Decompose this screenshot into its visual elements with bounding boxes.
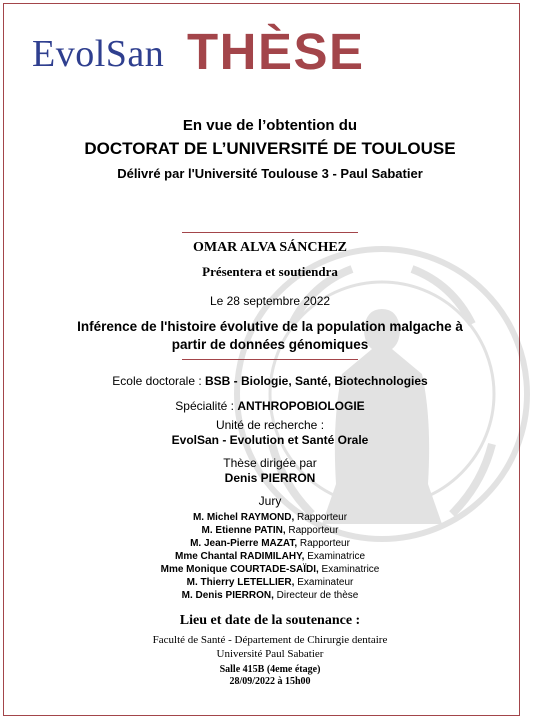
jury-member-name: Mme Chantal RADIMILAHY, xyxy=(174,551,305,562)
jury-member-role: Rapporteur xyxy=(297,538,350,549)
jury-member xyxy=(0,511,540,524)
research-unit-label: Unité de recherche : xyxy=(215,418,325,432)
director-name: Denis PIERRON xyxy=(224,471,316,485)
doctoral-school xyxy=(0,374,540,388)
issuer-line: Délivré par l'Université Toulouse 3 - Paul Sabatier xyxy=(117,166,423,181)
jury-label: Jury xyxy=(258,494,282,508)
jury-member xyxy=(0,550,540,563)
defense-room: Salle 415B (4eme étage) xyxy=(219,664,321,675)
bottom-divider xyxy=(182,359,358,360)
specialty xyxy=(0,399,540,413)
defense-date: Le 28 septembre 2022 xyxy=(209,294,331,308)
thesis-title-line2: partir de données génomiques xyxy=(171,337,369,352)
doctoral-school-value: BSB - Biologie, Santé, Biotechnologies xyxy=(205,374,428,388)
research-unit-value: EvolSan - Evolution et Santé Orale xyxy=(171,433,369,447)
jury-member-name: M. Etienne PATIN, xyxy=(201,525,286,536)
jury-member-role: Examinatrice xyxy=(318,564,380,575)
evolsan-logo: EvolSan xyxy=(32,33,165,75)
obtention-line: En vue de l’obtention du xyxy=(182,117,358,134)
specialty-label: Spécialité : xyxy=(175,399,238,413)
thesis-title-line1: Inférence de l'histoire évolutive de la population malgache à xyxy=(77,319,463,334)
jury-member-role: Examinateur xyxy=(294,577,354,588)
jury-member-name: M. Michel RAYMOND, xyxy=(192,512,295,523)
jury-member-name: Mme Monique COURTADE-SAÏDI, xyxy=(160,564,319,575)
jury-member xyxy=(0,524,540,537)
presents-line: Présentera et soutiendra xyxy=(202,264,338,279)
jury-member-name: M. Jean-Pierre MAZAT, xyxy=(190,538,298,549)
specialty-value: ANTHROPOBIOLOGIE xyxy=(237,399,365,413)
jury-member-role: Examinatrice xyxy=(304,551,366,562)
jury-member xyxy=(0,537,540,550)
doctorate-title: DOCTORAT DE L’UNIVERSITÉ DE TOULOUSE xyxy=(84,139,456,158)
jury-member-name: M. Thierry LETELLIER, xyxy=(186,577,295,588)
defense-place-line2: Université Paul Sabatier xyxy=(216,648,324,660)
candidate-name: OMAR ALVA SÁNCHEZ xyxy=(192,240,348,255)
defense-heading: Lieu et date de la soutenance : xyxy=(179,613,361,628)
doctoral-school-label: Ecole doctorale : xyxy=(112,374,206,388)
jury-member-role: Rapporteur xyxy=(285,525,339,536)
jury-member xyxy=(0,576,540,589)
jury-member-role: Rapporteur xyxy=(294,512,348,523)
these-logo: THÈSE xyxy=(187,23,365,80)
jury-member-name: M. Denis PIERRON, xyxy=(181,590,274,601)
defense-place-line1: Faculté de Santé - Département de Chirurgie dentaire xyxy=(152,634,388,646)
jury-member xyxy=(0,589,540,602)
direction-label: Thèse dirigée par xyxy=(223,456,317,470)
jury-member xyxy=(0,563,540,576)
top-divider xyxy=(182,232,358,233)
defense-datetime: 28/09/2022 à 15h00 xyxy=(229,676,311,687)
jury-member-role: Directeur de thèse xyxy=(273,590,359,601)
